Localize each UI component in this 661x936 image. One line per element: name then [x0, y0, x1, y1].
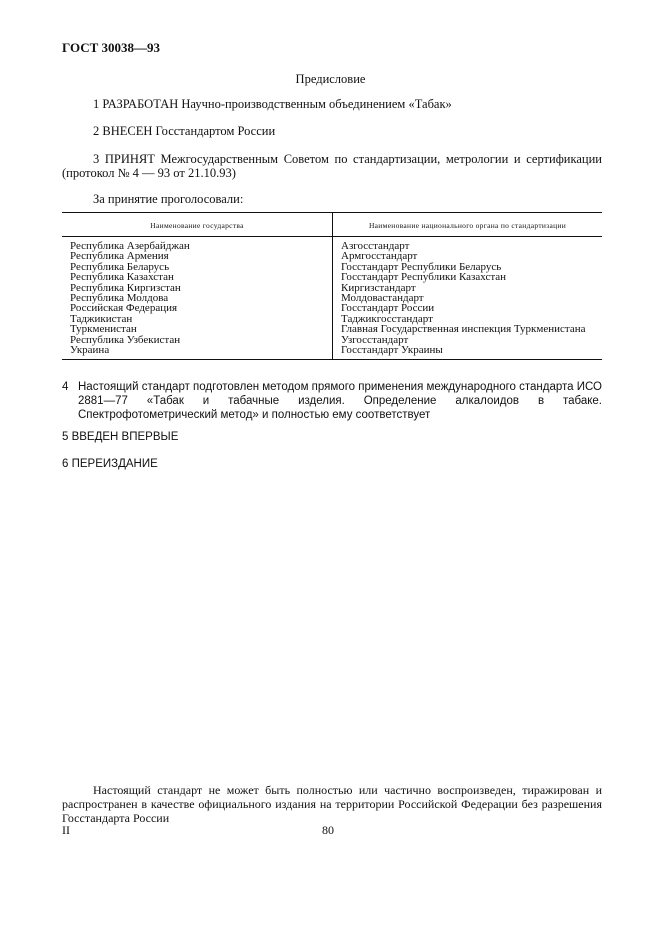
preface-title: Предисловие	[295, 72, 366, 86]
preface-item-1: 1 РАЗРАБОТАН Научно-производственным объединением «Табак»	[93, 97, 452, 111]
preface-item-3: 3 ПРИНЯТ Межгосударственным Советом по стандартизации, метрологии и сертификации (протокол № 4 — 93 от 21.10.93)	[62, 152, 602, 180]
authority-cell: Госстандарт Республики Беларусь	[341, 260, 502, 273]
document-id: ГОСТ 30038—93	[62, 40, 161, 55]
state-cell: Республика Киргизстан	[62, 283, 333, 293]
table-header-row	[62, 213, 602, 237]
item-5: 5 ВВЕДЕН ВПЕРВЫЕ	[62, 431, 179, 443]
item-6: 6 ПЕРЕИЗДАНИЕ	[62, 458, 158, 470]
table-row	[62, 345, 602, 360]
table-row	[62, 237, 602, 252]
table-row	[62, 303, 602, 313]
preface-item-2: 2 ВНЕСЕН Госстандартом России	[93, 124, 276, 138]
table-row	[62, 335, 602, 345]
state-cell: Таджикистан	[62, 314, 333, 324]
authority-cell: Киргизстандарт	[341, 281, 416, 294]
state-cell: Республика Беларусь	[62, 262, 333, 272]
column-header-authority: Наименование национального органа по стандартизации	[333, 213, 603, 237]
authority-cell: Таджикгосстандарт	[341, 312, 433, 325]
state-cell: Туркменистан	[62, 324, 333, 334]
state-cell: Российская Федерация	[62, 303, 333, 313]
page-number: 80	[322, 823, 334, 837]
state-cell: Республика Казахстан	[62, 272, 333, 282]
authority-cell: Узгосстандарт	[341, 333, 409, 346]
states-table	[62, 212, 602, 360]
authority-cell: Главная Государственная инспекция Туркменистана	[341, 323, 586, 336]
authority-cell: Госстандарт Украины	[341, 344, 443, 357]
state-cell: Республика Армения	[62, 251, 333, 261]
state-cell: Республика Азербайджан	[62, 237, 333, 252]
roman-page-marker: II	[62, 823, 70, 837]
item-4-number: 4	[62, 381, 69, 393]
state-cell: Украина	[62, 345, 333, 360]
copyright-note: Настоящий стандарт не может быть полностью или частично воспроизведен, тиражирован и распространен в качестве официального издания на территории Российской Федерации без разрешения Госстандарта России	[62, 783, 602, 825]
authority-cell: Азгосстандарт	[341, 240, 410, 252]
authority-cell: Госстандарт Республики Казахстан	[341, 271, 507, 284]
item-4	[62, 380, 602, 422]
authority-cell: Молдовастандарт	[341, 292, 424, 305]
item-4-text: Настоящий стандарт подготовлен методом прямого применения международного стандарта ИСО 2881—77 «Табак и табачные изделия. Определение алкалоидов в табаке. Спектрофотометрический метод» и полностью ему соответствует	[78, 381, 602, 421]
state-cell: Республика Молдова	[62, 293, 333, 303]
authority-cell: Госстандарт России	[341, 302, 435, 315]
state-cell: Республика Узбекистан	[62, 335, 333, 345]
column-header-state: Наименование государства	[62, 213, 333, 237]
voted-label: За принятие проголосовали:	[93, 192, 244, 206]
authority-cell: Армгосстандарт	[341, 250, 418, 263]
